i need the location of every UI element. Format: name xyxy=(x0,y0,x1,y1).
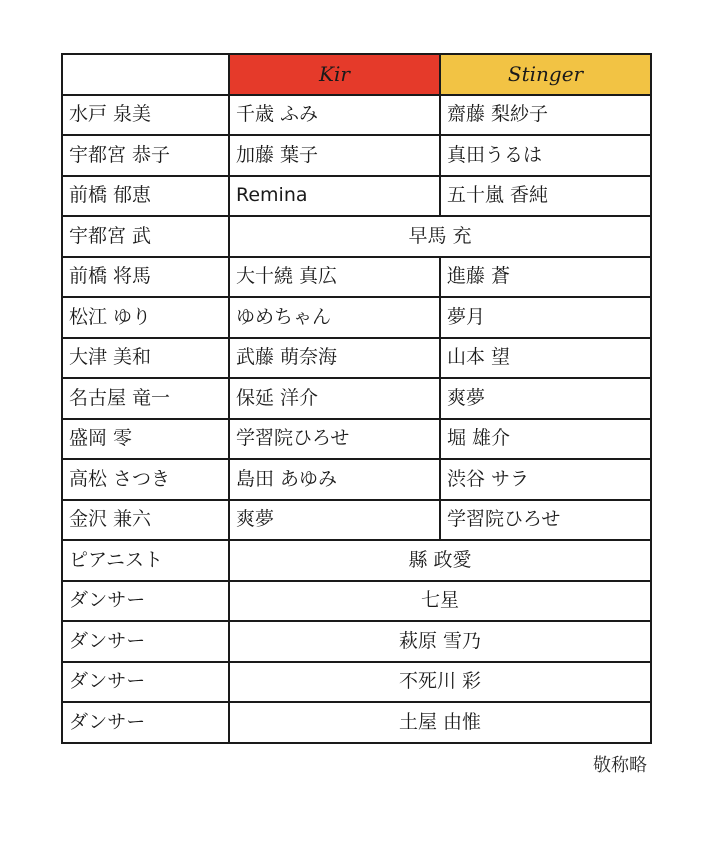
cast-table-body xyxy=(62,54,651,743)
table-row xyxy=(62,95,651,136)
kir-cast-cell: 爽夢 xyxy=(229,500,440,541)
stinger-cast-cell: 山本 望 xyxy=(440,338,651,379)
table-row xyxy=(62,621,651,662)
header-row xyxy=(62,54,651,95)
table-row xyxy=(62,257,651,298)
role-cell: 前橋 郁恵 xyxy=(62,176,229,217)
table-row xyxy=(62,378,651,419)
stinger-cast-cell: 堀 雄介 xyxy=(440,419,651,460)
kir-cast-cell: 千歳 ふみ xyxy=(229,95,440,136)
header-kir-cell: Kir xyxy=(229,54,440,95)
table-row xyxy=(62,662,651,703)
table-row xyxy=(62,135,651,176)
shared-cast-cell: 縣 政愛 xyxy=(229,540,651,581)
role-cell: 宇都宮 恭子 xyxy=(62,135,229,176)
stinger-cast-cell: 五十嵐 香純 xyxy=(440,176,651,217)
header-stinger-cell: Stinger xyxy=(440,54,651,95)
header-role-cell xyxy=(62,54,229,95)
table-row xyxy=(62,500,651,541)
role-cell: 宇都宮 武 xyxy=(62,216,229,257)
kir-cast-cell: Remina xyxy=(229,176,440,217)
table-row xyxy=(62,176,651,217)
role-cell: 大津 美和 xyxy=(62,338,229,379)
role-cell: 名古屋 竜一 xyxy=(62,378,229,419)
stinger-cast-cell: 夢月 xyxy=(440,297,651,338)
kir-cast-cell: 保延 洋介 xyxy=(229,378,440,419)
role-cell: ダンサー xyxy=(62,621,229,662)
role-cell: 前橋 将馬 xyxy=(62,257,229,298)
table-row xyxy=(62,540,651,581)
role-cell: 盛岡 零 xyxy=(62,419,229,460)
stinger-cast-cell: 真田うるは xyxy=(440,135,651,176)
role-cell: 水戸 泉美 xyxy=(62,95,229,136)
shared-cast-cell: 不死川 彩 xyxy=(229,662,651,703)
role-cell: ダンサー xyxy=(62,702,229,743)
role-cell: ダンサー xyxy=(62,581,229,622)
role-cell: ダンサー xyxy=(62,662,229,703)
shared-cast-cell: 土屋 由惟 xyxy=(229,702,651,743)
table-row xyxy=(62,216,651,257)
stinger-cast-cell: 学習院ひろせ xyxy=(440,500,651,541)
stinger-cast-cell: 爽夢 xyxy=(440,378,651,419)
shared-cast-cell: 萩原 雪乃 xyxy=(229,621,651,662)
role-cell: 松江 ゆり xyxy=(62,297,229,338)
shared-cast-cell: 七星 xyxy=(229,581,651,622)
table-row xyxy=(62,419,651,460)
stinger-cast-cell: 渋谷 サラ xyxy=(440,459,651,500)
table-row xyxy=(62,459,651,500)
kir-cast-cell: 加藤 葉子 xyxy=(229,135,440,176)
table-row xyxy=(62,338,651,379)
shared-cast-cell: 早馬 充 xyxy=(229,216,651,257)
kir-cast-cell: 学習院ひろせ xyxy=(229,419,440,460)
role-cell: 金沢 兼六 xyxy=(62,500,229,541)
kir-cast-cell: 島田 あゆみ xyxy=(229,459,440,500)
kir-cast-cell: 武藤 萌奈海 xyxy=(229,338,440,379)
stinger-cast-cell: 齋藤 梨紗子 xyxy=(440,95,651,136)
table-row xyxy=(62,581,651,622)
table-row xyxy=(62,702,651,743)
honorifics-omitted-note: 敬称略 xyxy=(593,755,647,776)
table-row xyxy=(62,297,651,338)
stinger-cast-cell: 進藤 蒼 xyxy=(440,257,651,298)
kir-cast-cell: 大十繞 真広 xyxy=(229,257,440,298)
role-cell: ピアニスト xyxy=(62,540,229,581)
role-cell: 高松 さつき xyxy=(62,459,229,500)
kir-cast-cell: ゆめちゃん xyxy=(229,297,440,338)
cast-table xyxy=(61,53,652,744)
